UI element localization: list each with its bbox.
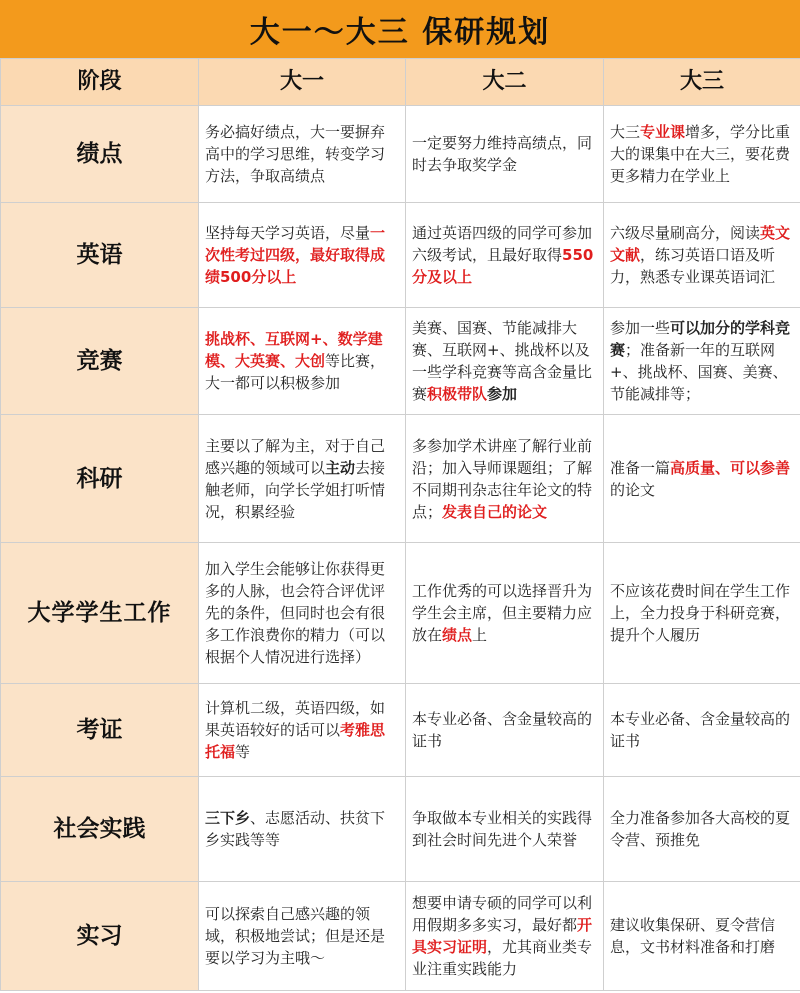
cell-text: 多参加学术讲座了解行业前沿；加入导师课题组；了解不同期刊杂志往年论文的特点； <box>412 436 593 521</box>
cell-y2 <box>406 684 604 777</box>
cell-text: 开具实习证明 <box>412 916 593 956</box>
cell-text: 准备一篇 <box>610 458 671 477</box>
header-stage: 阶段 <box>1 59 199 106</box>
cell-text: 发表自己的论文 <box>442 502 548 521</box>
cell-text: 坚持每天学习英语，尽量 <box>205 224 371 242</box>
cell-text: 可以探索自己感兴趣的领域，积极地尝试；但是还是要以学习为主哦～ <box>205 905 386 967</box>
cell-y2 <box>406 543 604 684</box>
cell-text: 主动 <box>325 458 356 477</box>
cell-text: 本专业必备、含金量较高的证书 <box>412 710 593 750</box>
table-row <box>1 777 800 882</box>
header-row <box>1 59 800 106</box>
cell-text: 英文文献 <box>610 224 791 264</box>
plan-table <box>0 58 800 991</box>
stage-label: 绩点 <box>1 106 199 203</box>
cell-text: 绩点 <box>442 626 473 644</box>
header-year-2: 大二 <box>406 59 604 106</box>
cell-text: 六级尽量刷高分，阅读 <box>610 224 761 242</box>
cell-text: 工作优秀的可以选择晋升为学生会主席，但主要精力应放在 <box>412 582 593 644</box>
cell-y2 <box>406 415 604 543</box>
cell-text: 主要以了解为主，对于自己感兴趣的领域可以 <box>205 436 386 477</box>
cell-y2 <box>406 203 604 308</box>
cell-text: 争取做本专业相关的实践得到社会时间先进个人荣誉 <box>412 809 593 849</box>
table-row <box>1 308 800 415</box>
cell-text: 全力准备参加各大高校的夏令营、预推免 <box>610 809 791 849</box>
stage-label: 考证 <box>1 684 199 777</box>
stage-label: 社会实践 <box>1 777 199 882</box>
cell-y3 <box>604 106 800 203</box>
cell-y3 <box>604 415 800 543</box>
cell-y2 <box>406 106 604 203</box>
cell-text: 考雅思托福 <box>205 721 386 761</box>
cell-text: 去接触老师，向学长学姐打听情况，积累经验 <box>205 458 386 521</box>
table-row <box>1 106 800 203</box>
cell-y3 <box>604 203 800 308</box>
cell-text: 参加一些 <box>610 319 671 337</box>
cell-text: 、志愿活动、扶贫下乡实践等等 <box>205 809 386 849</box>
cell-y2 <box>406 882 604 991</box>
cell-text: 增多，学分比重大的课集中在大三，要花费更多精力在学业上 <box>610 123 791 185</box>
cell-text: 务必搞好绩点，大一要摒弃高中的学习思维，转变学习方法，争取高绩点 <box>205 123 386 185</box>
table-row <box>1 203 800 308</box>
table-row <box>1 684 800 777</box>
stage-label: 科研 <box>1 415 199 543</box>
cell-text: 不应该花费时间在学生工作上，全力投身于科研竞赛，提升个人履历 <box>610 582 791 644</box>
cell-text: 建议收集保研、夏令营信息，文书材料准备和打磨 <box>610 916 776 956</box>
cell-text: 计算机二级，英语四级，如果英语较好的话可以 <box>205 699 386 739</box>
cell-y1 <box>199 203 406 308</box>
cell-y1 <box>199 415 406 543</box>
cell-y2 <box>406 777 604 882</box>
cell-text: 等比赛，大一都可以积极参加 <box>205 352 386 392</box>
stage-label: 实习 <box>1 882 199 991</box>
cell-text: ，尤其商业类专业注重实践能力 <box>412 938 593 978</box>
cell-y1 <box>199 777 406 882</box>
cell-text: 美赛、国赛、节能减排大赛、互联网+、挑战杯以及一些学科竞赛等高含金量比赛 <box>412 319 593 403</box>
cell-text: 高质量、可以参善 <box>670 458 791 477</box>
header-year-3: 大三 <box>604 59 800 106</box>
cell-y3 <box>604 308 800 415</box>
cell-text: 的论文 <box>610 480 656 499</box>
header-year-1: 大一 <box>199 59 406 106</box>
cell-y1 <box>199 684 406 777</box>
stage-label: 大学学生工作 <box>1 543 199 684</box>
cell-y1 <box>199 882 406 991</box>
cell-text: 挑战杯、互联网+、数学建模、大英赛、大创 <box>205 330 383 370</box>
cell-text: 大三 <box>610 123 641 141</box>
table-row <box>1 882 800 991</box>
cell-y1 <box>199 543 406 684</box>
cell-y3 <box>604 777 800 882</box>
cell-text: 550分及以上 <box>412 246 594 286</box>
cell-y3 <box>604 684 800 777</box>
cell-text: 上 <box>472 626 488 644</box>
cell-text: 通过英语四级的同学可参加六级考试，且最好取得 <box>412 224 593 264</box>
stage-label: 英语 <box>1 203 199 308</box>
cell-y1 <box>199 308 406 415</box>
cell-text: ；准备新一年的互联网+、挑战杯、国赛、美赛、节能减排等； <box>610 341 788 403</box>
cell-text: 等 <box>235 743 251 761</box>
cell-text: 想要申请专硕的同学可以利用假期多多实习，最好都 <box>412 894 593 934</box>
cell-y3 <box>604 543 800 684</box>
cell-text: 一次性考过四级，最好取得成绩500分以上 <box>205 224 386 286</box>
cell-y1 <box>199 106 406 203</box>
cell-text: 可以加分的学科竞赛 <box>610 319 791 359</box>
cell-text: ，练习英语口语及听力，熟悉专业课英语词汇 <box>610 246 776 286</box>
cell-text: 加入学生会能够让你获得更多的人脉，也会符合评优评先的条件，但同时也会有很多工作浪费你的精力（可以根据个人情况进行选择） <box>205 560 386 666</box>
cell-text: 积极带队 <box>427 385 488 403</box>
stage-label: 竞赛 <box>1 308 199 415</box>
cell-text: 专业课 <box>640 123 686 141</box>
cell-text: 本专业必备、含金量较高的证书 <box>610 710 791 750</box>
page-title: 大一～大三 保研规划 <box>0 0 800 58</box>
table-row <box>1 415 800 543</box>
cell-text: 参加 <box>487 385 518 403</box>
cell-text: 三下乡 <box>205 809 251 827</box>
cell-y3 <box>604 882 800 991</box>
cell-y2 <box>406 308 604 415</box>
cell-text: 一定要努力维持高绩点，同时去争取奖学金 <box>412 134 593 174</box>
table-row <box>1 543 800 684</box>
